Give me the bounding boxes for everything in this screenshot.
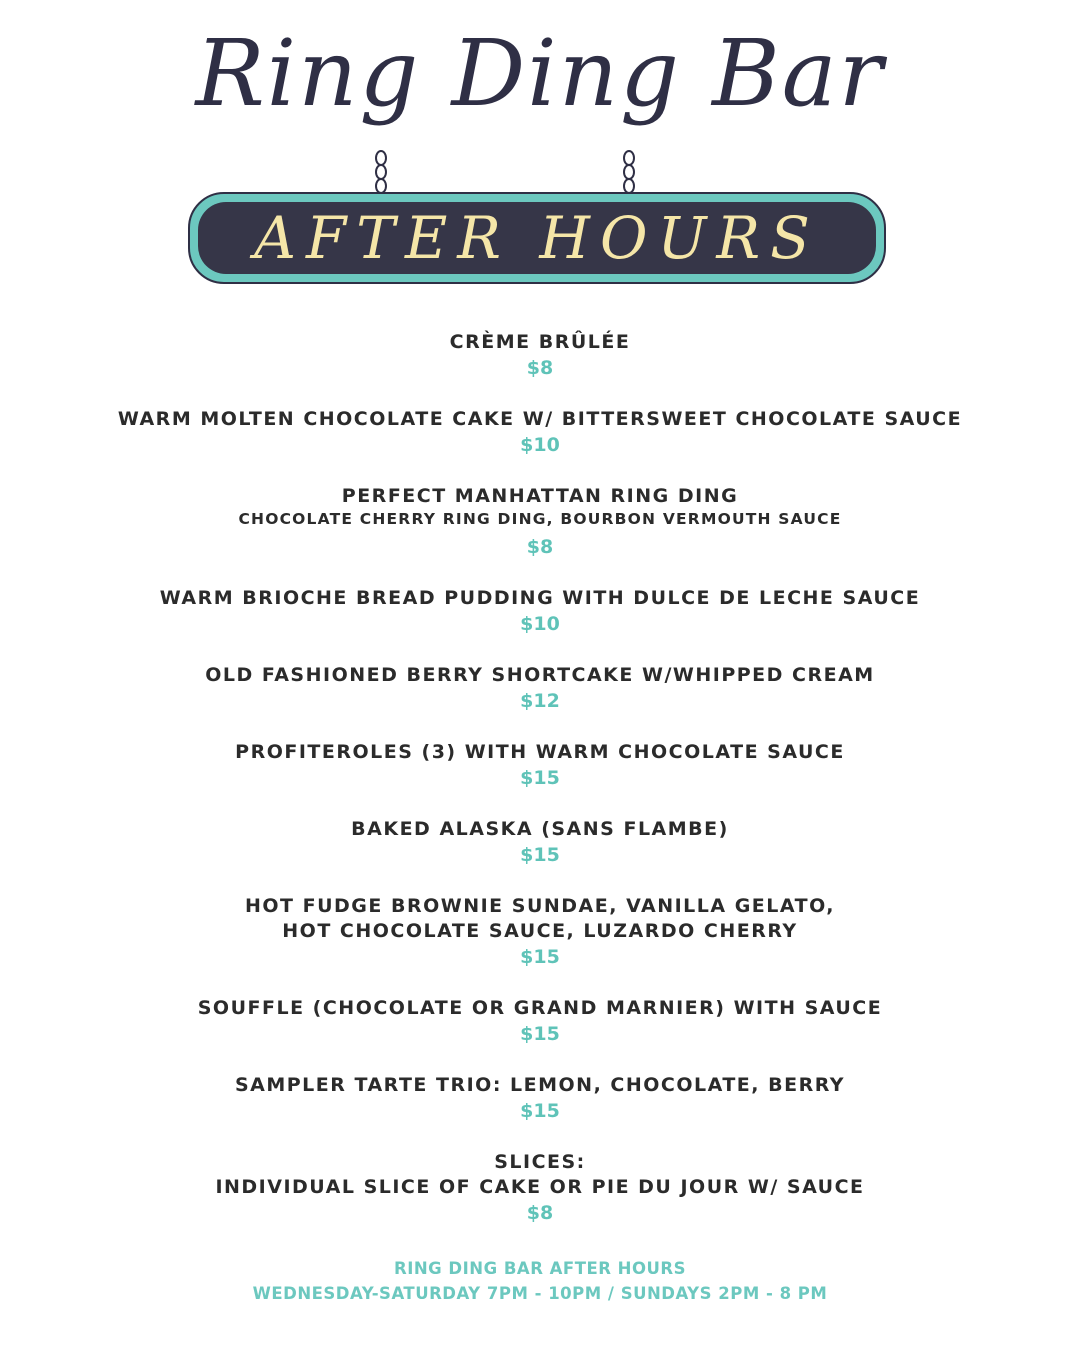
footer [0, 1256, 1080, 1306]
chain-left-icon [374, 150, 388, 198]
item-price: $15 [520, 1023, 560, 1045]
footer-hours: WEDNESDAY-SATURDAY 7PM - 10PM / SUNDAYS 2PM - 8 PM [252, 1284, 828, 1303]
chain-right-icon [622, 150, 636, 198]
item-price: $8 [526, 536, 554, 558]
menu-item [0, 1073, 1080, 1124]
item-name: WARM MOLTEN CHOCOLATE CAKE W/ BITTERSWEET CHOCOLATE SAUCE [117, 408, 963, 430]
item-price: $10 [520, 613, 560, 635]
item-price: $12 [520, 690, 560, 712]
item-name: PERFECT MANHATTAN RING DING [341, 485, 739, 507]
item-price: $8 [526, 357, 554, 379]
menu-item [0, 996, 1080, 1047]
item-name: SAMPLER TARTE TRIO: LEMON, CHOCOLATE, BERRY [234, 1074, 846, 1096]
item-name: WARM BRIOCHE BREAD PUDDING WITH DULCE DE LECHE SAUCE [159, 587, 921, 609]
menu-item [0, 817, 1080, 868]
menu-item [0, 1150, 1080, 1226]
dessert-menu [0, 330, 1080, 1252]
item-name-line2: INDIVIDUAL SLICE OF CAKE OR PIE DU JOUR W/ SAUCE [215, 1176, 865, 1198]
item-name: SOUFFLE (CHOCOLATE OR GRAND MARNIER) WITH SAUCE [197, 997, 883, 1019]
menu-item [0, 663, 1080, 714]
item-price: $15 [520, 1100, 560, 1122]
sign-panel [198, 202, 876, 274]
after-hours-sign [188, 192, 886, 284]
menu-item [0, 407, 1080, 458]
logo [0, 0, 1080, 300]
item-price: $15 [520, 767, 560, 789]
footer-title: RING DING BAR AFTER HOURS [393, 1259, 686, 1278]
item-name: HOT FUDGE BROWNIE SUNDAE, VANILLA GELATO, [244, 895, 836, 917]
item-name: CRÈME BRÛLÉE [449, 331, 631, 353]
menu-item [0, 894, 1080, 970]
item-price: $10 [520, 434, 560, 456]
item-price: $15 [520, 844, 560, 866]
menu-item [0, 330, 1080, 381]
menu-item [0, 740, 1080, 791]
item-description: CHOCOLATE CHERRY RING DING, BOURBON VERMOUTH SAUCE [238, 510, 842, 528]
item-name: OLD FASHIONED BERRY SHORTCAKE W/WHIPPED CREAM [205, 664, 875, 686]
brand-title: Ring Ding Bar [195, 20, 885, 127]
item-name-line2: HOT CHOCOLATE SAUCE, LUZARDO CHERRY [282, 920, 798, 942]
item-name: PROFITEROLES (3) WITH WARM CHOCOLATE SAUCE [235, 741, 845, 763]
item-name: SLICES: [494, 1151, 586, 1173]
menu-item [0, 484, 1080, 560]
sign-text: AFTER HOURS [254, 204, 820, 272]
item-price: $15 [520, 946, 560, 968]
item-name: BAKED ALASKA (SANS FLAMBE) [351, 818, 729, 840]
menu-item [0, 586, 1080, 637]
item-price: $8 [526, 1202, 554, 1224]
